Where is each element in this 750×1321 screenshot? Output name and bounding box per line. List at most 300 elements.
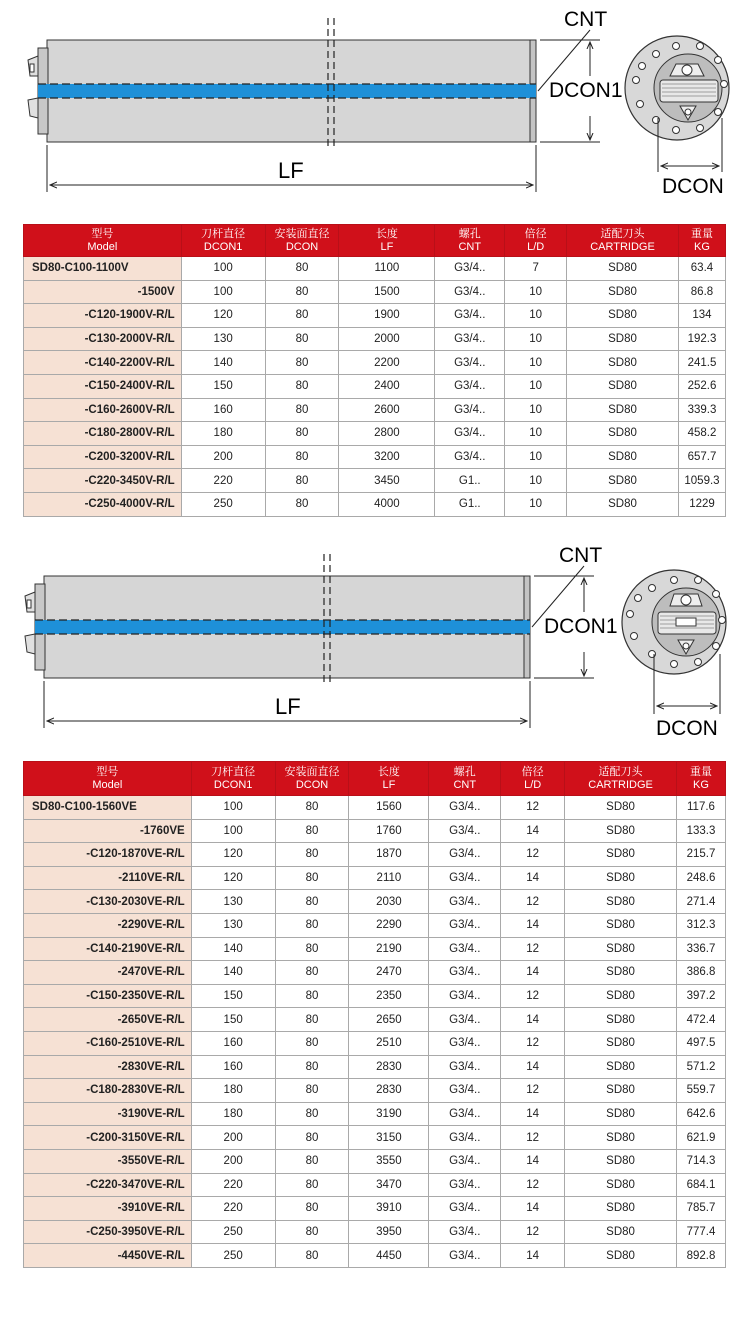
- cell-model: -C120-1870VE-R/L: [24, 843, 192, 867]
- cell-dcon1: 100: [181, 257, 265, 281]
- cell-dcon1: 100: [191, 819, 275, 843]
- cell-dcon: 80: [275, 913, 349, 937]
- table-row: [24, 492, 726, 516]
- cell-dcon1: 250: [191, 1220, 275, 1244]
- table-header-row: [24, 225, 726, 257]
- cell-ld: 12: [501, 843, 565, 867]
- cell-ld: 14: [501, 913, 565, 937]
- table-row: [24, 1197, 726, 1221]
- cell-lf: 2290: [349, 913, 429, 937]
- cell-lf: 1870: [349, 843, 429, 867]
- table-row: [24, 1220, 726, 1244]
- cell-kg: 241.5: [678, 351, 725, 375]
- cell-cnt: G3/4..: [429, 1197, 501, 1221]
- table-row: [24, 1079, 726, 1103]
- cell-kg: 714.3: [676, 1149, 725, 1173]
- dcon-label: DCON: [662, 175, 724, 198]
- cell-cnt: G3/4..: [435, 351, 505, 375]
- cell-ld: 14: [501, 1102, 565, 1126]
- cell-cartridge: SD80: [565, 937, 677, 961]
- cell-kg: 642.6: [676, 1102, 725, 1126]
- cell-cartridge: SD80: [565, 1126, 677, 1150]
- cell-dcon1: 180: [181, 422, 265, 446]
- coolant-channel: [38, 84, 536, 98]
- cell-cartridge: SD80: [567, 469, 679, 493]
- cell-dcon: 80: [265, 422, 339, 446]
- cell-ld: 12: [501, 796, 565, 820]
- cell-cartridge: SD80: [567, 445, 679, 469]
- cell-ld: 12: [501, 1220, 565, 1244]
- cell-dcon: 80: [275, 1197, 349, 1221]
- cell-dcon: 80: [265, 492, 339, 516]
- dcon1-label: DCON1: [544, 615, 618, 638]
- cell-model: -C130-2000V-R/L: [24, 327, 182, 351]
- table-row: [24, 280, 726, 304]
- cell-model: -C200-3150VE-R/L: [24, 1126, 192, 1150]
- cell-dcon: 80: [265, 280, 339, 304]
- cell-ld: 12: [501, 984, 565, 1008]
- cell-ld: 10: [505, 398, 567, 422]
- cell-dcon1: 180: [191, 1079, 275, 1103]
- cell-kg: 559.7: [676, 1079, 725, 1103]
- cell-lf: 4000: [339, 492, 435, 516]
- cell-dcon1: 180: [191, 1102, 275, 1126]
- cell-model: -3190VE-R/L: [24, 1102, 192, 1126]
- spec-table-1: [23, 224, 726, 517]
- cell-cartridge: SD80: [565, 1220, 677, 1244]
- cell-model: -C220-3450V-R/L: [24, 469, 182, 493]
- cell-lf: 3470: [349, 1173, 429, 1197]
- cell-cartridge: SD80: [565, 890, 677, 914]
- table-row: [24, 1008, 726, 1032]
- flange-end-view: [622, 570, 726, 674]
- cell-kg: 271.4: [676, 890, 725, 914]
- cell-dcon: 80: [275, 843, 349, 867]
- cell-cnt: G3/4..: [435, 280, 505, 304]
- cell-dcon1: 150: [191, 984, 275, 1008]
- cell-cnt: G3/4..: [429, 1220, 501, 1244]
- cell-kg: 312.3: [676, 913, 725, 937]
- cell-kg: 397.2: [676, 984, 725, 1008]
- table-row: [24, 796, 726, 820]
- cell-cartridge: SD80: [567, 304, 679, 328]
- cell-cnt: G3/4..: [429, 937, 501, 961]
- cell-model: -C150-2350VE-R/L: [24, 984, 192, 1008]
- cell-cnt: G3/4..: [429, 796, 501, 820]
- cell-cartridge: SD80: [567, 327, 679, 351]
- cell-ld: 12: [501, 1079, 565, 1103]
- cell-ld: 10: [505, 374, 567, 398]
- cell-lf: 1760: [349, 819, 429, 843]
- table-row: [24, 866, 726, 890]
- cell-model: -C140-2200V-R/L: [24, 351, 182, 375]
- cell-dcon: 80: [275, 1079, 349, 1103]
- table-row: [24, 1031, 726, 1055]
- cell-cnt: G3/4..: [429, 866, 501, 890]
- cell-dcon1: 140: [181, 351, 265, 375]
- cell-ld: 14: [501, 819, 565, 843]
- cell-cnt: G3/4..: [429, 843, 501, 867]
- table-row: [24, 819, 726, 843]
- cell-cartridge: SD80: [565, 961, 677, 985]
- cell-model: -1500V: [24, 280, 182, 304]
- cell-cnt: G3/4..: [429, 819, 501, 843]
- cell-dcon: 80: [265, 374, 339, 398]
- cell-kg: 458.2: [678, 422, 725, 446]
- cell-dcon: 80: [265, 304, 339, 328]
- cell-cnt: G3/4..: [429, 1102, 501, 1126]
- cell-kg: 657.7: [678, 445, 725, 469]
- cell-model: -2650VE-R/L: [24, 1008, 192, 1032]
- cell-cartridge: SD80: [565, 866, 677, 890]
- cell-cartridge: SD80: [565, 1149, 677, 1173]
- cell-dcon1: 140: [191, 961, 275, 985]
- cell-cnt: G1..: [435, 492, 505, 516]
- cell-cartridge: SD80: [567, 257, 679, 281]
- header-kg: 重量 KG: [678, 225, 725, 257]
- cell-dcon1: 200: [191, 1149, 275, 1173]
- cell-kg: 684.1: [676, 1173, 725, 1197]
- cell-dcon: 80: [275, 819, 349, 843]
- cell-model: -C160-2600V-R/L: [24, 398, 182, 422]
- cell-kg: 621.9: [676, 1126, 725, 1150]
- header-cnt: 螺孔 CNT: [429, 762, 501, 796]
- cell-cartridge: SD80: [565, 984, 677, 1008]
- cell-cnt: G3/4..: [435, 445, 505, 469]
- cell-lf: 3950: [349, 1220, 429, 1244]
- cell-dcon: 80: [275, 890, 349, 914]
- cell-cartridge: SD80: [565, 819, 677, 843]
- cell-model: -C180-2830VE-R/L: [24, 1079, 192, 1103]
- cell-dcon1: 200: [191, 1126, 275, 1150]
- cell-cnt: G3/4..: [429, 1244, 501, 1268]
- cell-cartridge: SD80: [565, 1102, 677, 1126]
- header-cartridge: 适配刀头 CARTRIDGE: [565, 762, 677, 796]
- cell-cnt: G3/4..: [429, 1079, 501, 1103]
- cell-cartridge: SD80: [565, 843, 677, 867]
- cell-dcon1: 140: [191, 937, 275, 961]
- table-row: [24, 843, 726, 867]
- cell-dcon: 80: [275, 937, 349, 961]
- cell-lf: 2110: [349, 866, 429, 890]
- cell-dcon: 80: [275, 1008, 349, 1032]
- cell-ld: 12: [501, 937, 565, 961]
- cell-cartridge: SD80: [565, 1244, 677, 1268]
- table-row: [24, 1102, 726, 1126]
- cell-lf: 1900: [339, 304, 435, 328]
- cell-model: -C250-3950VE-R/L: [24, 1220, 192, 1244]
- cell-cartridge: SD80: [567, 492, 679, 516]
- cell-lf: 1560: [349, 796, 429, 820]
- tool-drawing-svg-2: [0, 536, 750, 766]
- dcon-label: DCON: [656, 717, 718, 740]
- cell-cartridge: SD80: [565, 796, 677, 820]
- cell-dcon1: 250: [181, 492, 265, 516]
- table-row: [24, 890, 726, 914]
- cell-model: -C160-2510VE-R/L: [24, 1031, 192, 1055]
- cell-dcon: 80: [265, 327, 339, 351]
- cell-ld: 10: [505, 469, 567, 493]
- cell-cartridge: SD80: [567, 280, 679, 304]
- cell-kg: 63.4: [678, 257, 725, 281]
- cell-lf: 3550: [349, 1149, 429, 1173]
- table-row: [24, 257, 726, 281]
- cell-kg: 892.8: [676, 1244, 725, 1268]
- cell-ld: 14: [501, 1055, 565, 1079]
- cell-lf: 3200: [339, 445, 435, 469]
- cell-ld: 14: [501, 1244, 565, 1268]
- cell-model: -2110VE-R/L: [24, 866, 192, 890]
- cell-dcon: 80: [275, 1244, 349, 1268]
- cell-ld: 12: [501, 1126, 565, 1150]
- cell-cnt: G3/4..: [429, 1149, 501, 1173]
- cell-dcon: 80: [275, 1126, 349, 1150]
- cell-lf: 2830: [349, 1079, 429, 1103]
- table-row: [24, 327, 726, 351]
- table-row: [24, 304, 726, 328]
- cell-ld: 10: [505, 351, 567, 375]
- header-model: 型号 Model: [24, 762, 192, 796]
- cell-lf: 2650: [349, 1008, 429, 1032]
- cell-dcon: 80: [265, 469, 339, 493]
- cell-dcon: 80: [265, 257, 339, 281]
- cell-dcon1: 220: [181, 469, 265, 493]
- cell-model: -3910VE-R/L: [24, 1197, 192, 1221]
- cell-lf: 2000: [339, 327, 435, 351]
- cell-model: -C250-4000V-R/L: [24, 492, 182, 516]
- cell-lf: 2800: [339, 422, 435, 446]
- cell-lf: 1100: [339, 257, 435, 281]
- header-model: 型号 Model: [24, 225, 182, 257]
- cell-kg: 252.6: [678, 374, 725, 398]
- table-row: [24, 445, 726, 469]
- cell-dcon1: 130: [191, 913, 275, 937]
- cell-lf: 2200: [339, 351, 435, 375]
- cell-model: -2830VE-R/L: [24, 1055, 192, 1079]
- cell-dcon1: 130: [181, 327, 265, 351]
- cell-cnt: G3/4..: [429, 1126, 501, 1150]
- table-row: [24, 1149, 726, 1173]
- cell-dcon1: 130: [191, 890, 275, 914]
- table-row: [24, 351, 726, 375]
- table-row: [24, 398, 726, 422]
- cell-dcon: 80: [275, 1055, 349, 1079]
- cell-model: -C140-2190VE-R/L: [24, 937, 192, 961]
- cell-kg: 1059.3: [678, 469, 725, 493]
- coolant-channel: [35, 620, 530, 634]
- cell-dcon: 80: [275, 866, 349, 890]
- table-row: [24, 961, 726, 985]
- cell-dcon1: 160: [191, 1031, 275, 1055]
- tool-drawing-svg-1: [0, 0, 750, 205]
- cell-kg: 192.3: [678, 327, 725, 351]
- cell-dcon1: 150: [191, 1008, 275, 1032]
- table-body-1: [24, 257, 726, 517]
- cell-kg: 386.8: [676, 961, 725, 985]
- cell-lf: 2600: [339, 398, 435, 422]
- cell-model: SD80-C100-1100V: [24, 257, 182, 281]
- cell-dcon: 80: [275, 1173, 349, 1197]
- cell-cartridge: SD80: [565, 1055, 677, 1079]
- header-ld: 倍径 L/D: [505, 225, 567, 257]
- cell-model: -C130-2030VE-R/L: [24, 890, 192, 914]
- cell-dcon1: 100: [181, 280, 265, 304]
- cell-cnt: G1..: [435, 469, 505, 493]
- table-row: [24, 913, 726, 937]
- cell-dcon1: 100: [191, 796, 275, 820]
- cell-lf: 2400: [339, 374, 435, 398]
- cell-cartridge: SD80: [567, 351, 679, 375]
- cell-kg: 777.4: [676, 1220, 725, 1244]
- header-dcon: 安装面直径 DCON: [265, 225, 339, 257]
- cell-ld: 10: [505, 327, 567, 351]
- cell-ld: 10: [505, 280, 567, 304]
- cell-cnt: G3/4..: [429, 961, 501, 985]
- cell-dcon1: 120: [191, 866, 275, 890]
- cell-kg: 339.3: [678, 398, 725, 422]
- cell-ld: 10: [505, 492, 567, 516]
- cell-cartridge: SD80: [565, 1031, 677, 1055]
- cell-model: SD80-C100-1560VE: [24, 796, 192, 820]
- cell-kg: 215.7: [676, 843, 725, 867]
- header-dcon1: 刀杆直径 DCON1: [181, 225, 265, 257]
- cell-ld: 10: [505, 422, 567, 446]
- cell-kg: 133.3: [676, 819, 725, 843]
- table-row: [24, 1244, 726, 1268]
- cell-cnt: G3/4..: [435, 257, 505, 281]
- cell-model: -4450VE-R/L: [24, 1244, 192, 1268]
- cell-model: -2470VE-R/L: [24, 961, 192, 985]
- header-dcon1: 刀杆直径 DCON1: [191, 762, 275, 796]
- cell-ld: 10: [505, 304, 567, 328]
- cell-cnt: G3/4..: [429, 1031, 501, 1055]
- cell-cartridge: SD80: [567, 374, 679, 398]
- dcon1-label: DCON1: [549, 79, 623, 102]
- cell-kg: 1229: [678, 492, 725, 516]
- cell-lf: 2350: [349, 984, 429, 1008]
- flange-end-view: [625, 36, 729, 140]
- spec-table-2: [23, 761, 726, 1268]
- cell-ld: 12: [501, 1173, 565, 1197]
- cell-model: -C120-1900V-R/L: [24, 304, 182, 328]
- header-cnt: 螺孔 CNT: [435, 225, 505, 257]
- cell-cartridge: SD80: [567, 422, 679, 446]
- cell-kg: 497.5: [676, 1031, 725, 1055]
- cnt-label: CNT: [564, 8, 608, 31]
- cell-dcon1: 220: [191, 1173, 275, 1197]
- cell-kg: 472.4: [676, 1008, 725, 1032]
- cell-model: -C180-2800V-R/L: [24, 422, 182, 446]
- table-row: [24, 1055, 726, 1079]
- cell-cnt: G3/4..: [435, 398, 505, 422]
- table-header-row: [24, 762, 726, 796]
- cell-cnt: G3/4..: [429, 984, 501, 1008]
- cell-lf: 3450: [339, 469, 435, 493]
- cell-cartridge: SD80: [565, 1008, 677, 1032]
- table-row: [24, 374, 726, 398]
- cell-lf: 2030: [349, 890, 429, 914]
- cell-cnt: G3/4..: [435, 422, 505, 446]
- table-body-2: [24, 796, 726, 1268]
- cell-cnt: G3/4..: [429, 1008, 501, 1032]
- table-row: [24, 1173, 726, 1197]
- cell-cnt: G3/4..: [429, 1173, 501, 1197]
- cell-ld: 12: [501, 890, 565, 914]
- table-row: [24, 469, 726, 493]
- table-row: [24, 422, 726, 446]
- cell-cnt: G3/4..: [435, 304, 505, 328]
- cell-dcon1: 250: [191, 1244, 275, 1268]
- cell-kg: 86.8: [678, 280, 725, 304]
- cell-dcon1: 160: [191, 1055, 275, 1079]
- cell-ld: 14: [501, 866, 565, 890]
- cell-dcon: 80: [275, 796, 349, 820]
- cell-model: -1760VE: [24, 819, 192, 843]
- cell-lf: 3910: [349, 1197, 429, 1221]
- cell-cnt: G3/4..: [429, 890, 501, 914]
- cell-cnt: G3/4..: [435, 374, 505, 398]
- cell-dcon: 80: [275, 1149, 349, 1173]
- header-cartridge: 适配刀头 CARTRIDGE: [567, 225, 679, 257]
- cell-model: -C220-3470VE-R/L: [24, 1173, 192, 1197]
- cell-ld: 14: [501, 1197, 565, 1221]
- cell-kg: 785.7: [676, 1197, 725, 1221]
- cell-dcon: 80: [275, 984, 349, 1008]
- lf-label: LF: [278, 158, 304, 183]
- cell-ld: 12: [501, 1031, 565, 1055]
- cell-cartridge: SD80: [567, 398, 679, 422]
- cell-lf: 2830: [349, 1055, 429, 1079]
- cell-dcon: 80: [275, 1102, 349, 1126]
- table-row: [24, 1126, 726, 1150]
- cell-model: -C200-3200V-R/L: [24, 445, 182, 469]
- cell-cartridge: SD80: [565, 913, 677, 937]
- cell-dcon: 80: [265, 445, 339, 469]
- tool-drawing-2: [0, 536, 750, 766]
- cell-cnt: G3/4..: [429, 1055, 501, 1079]
- cell-dcon: 80: [275, 961, 349, 985]
- cell-lf: 1500: [339, 280, 435, 304]
- header-ld: 倍径 L/D: [501, 762, 565, 796]
- cell-cartridge: SD80: [565, 1079, 677, 1103]
- cell-kg: 571.2: [676, 1055, 725, 1079]
- cell-dcon1: 150: [181, 374, 265, 398]
- cell-lf: 3190: [349, 1102, 429, 1126]
- cell-ld: 10: [505, 445, 567, 469]
- cell-dcon1: 120: [191, 843, 275, 867]
- cell-dcon1: 160: [181, 398, 265, 422]
- cell-cnt: G3/4..: [435, 327, 505, 351]
- cell-model: -C150-2400V-R/L: [24, 374, 182, 398]
- cell-kg: 248.6: [676, 866, 725, 890]
- cell-cartridge: SD80: [565, 1173, 677, 1197]
- cell-dcon: 80: [265, 351, 339, 375]
- cell-kg: 134: [678, 304, 725, 328]
- table-row: [24, 984, 726, 1008]
- cell-dcon: 80: [265, 398, 339, 422]
- cell-ld: 14: [501, 1149, 565, 1173]
- header-lf: 长度 LF: [339, 225, 435, 257]
- header-kg: 重量 KG: [676, 762, 725, 796]
- cell-kg: 336.7: [676, 937, 725, 961]
- cell-ld: 7: [505, 257, 567, 281]
- cell-lf: 4450: [349, 1244, 429, 1268]
- lf-label: LF: [275, 694, 301, 719]
- cell-dcon: 80: [275, 1031, 349, 1055]
- cell-dcon1: 120: [181, 304, 265, 328]
- header-lf: 长度 LF: [349, 762, 429, 796]
- cell-cnt: G3/4..: [429, 913, 501, 937]
